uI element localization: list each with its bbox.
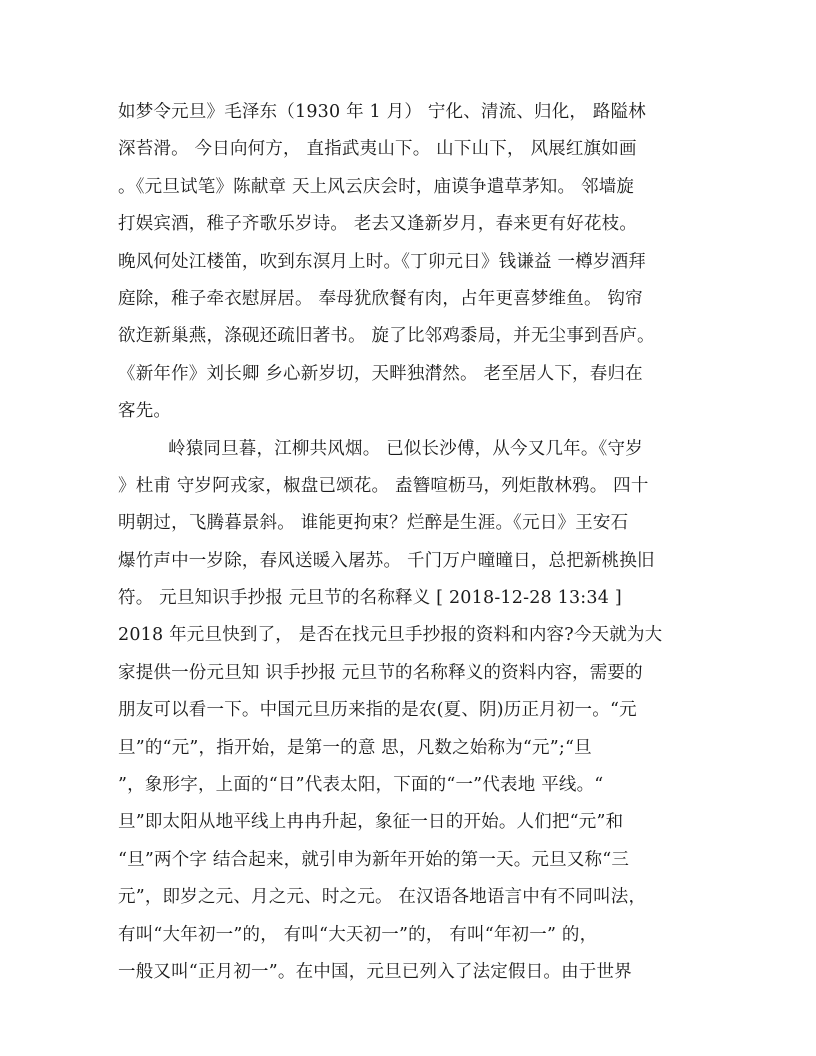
text-line: 。《元旦试笔》陈献章 天上风云庆会时，庙谟争遣草茅知。 邻墙旋: [118, 176, 635, 197]
text-line: 晚风何处江楼笛，吹到东溟月上时。《丁卯元日》钱谦益 一樽岁酒拜: [118, 251, 647, 272]
text-line: 深苔滑。 今日向何方， 直指武夷山下。 山下山下， 风展红旗如画: [118, 139, 637, 160]
text-line: 旦”即太阳从地平线上冉冉升起，象征一日的开始。人们把“元”和: [118, 812, 624, 833]
text-line: 旦”的“元”，指开始，是第一的意 思，凡数之始称为“元”;“旦: [118, 737, 592, 758]
text-line: 明朝过，飞腾暮景斜。 谁能更拘束？烂醉是生涯。《元日》王安石: [118, 513, 629, 534]
text-line: 》杜甫 守岁阿戎家，椒盘已颂花。 盍簪喧枥马，列炬散林鸦。 四十: [118, 475, 649, 496]
text-line: 一般又叫“正月初一”。在中国，元旦已列入了法定假日。由于世界: [118, 961, 632, 982]
text-line: 元”，即岁之元、月之元、时之元。 在汉语各地语言中有不同叫法，: [118, 887, 647, 908]
text-line: 庭除，稚子牵衣慰屏居。 奉母犹欣餐有肉，占年更喜梦维鱼。 钩帘: [118, 288, 643, 309]
text-line: 家提供一份元旦知 识手抄报 元旦节的名称释义的资料内容，需要的: [118, 662, 643, 683]
text-line: 欲迮新巢燕，涤砚还疏旧著书。 旋了比邻鸡黍局，并无尘事到吾庐。: [118, 326, 655, 347]
text-line: 《新年作》刘长卿 乡心新岁切，天畔独潸然。 老至居人下，春归在: [118, 363, 643, 384]
text-line: 爆竹声中一岁除，春风送暖入屠苏。 千门万户曈曈日，总把新桃换旧: [118, 550, 655, 571]
text-line: 朋友可以看一下。中国元旦历来指的是农(夏、阴)历正月初一。“元: [118, 700, 637, 721]
body-text: [118, 94, 708, 991]
text-line: 符。 元旦知识手抄报 元旦节的名称释义 [ 2018-12-28 13:34 ]: [118, 588, 622, 609]
text-line: 2018 年元旦快到了， 是否在找元旦手抄报的资料和内容?今天就为大: [118, 625, 663, 646]
text-line: 客先。: [118, 401, 172, 422]
text-line: 有叫“大年初一”的， 有叫“大天初一”的， 有叫“年初一” 的，: [118, 924, 598, 945]
text-line: ”，象形字，上面的“日”代表太阳，下面的“一”代表地 平线。“: [118, 775, 604, 796]
text-line: 打娱宾酒，稚子齐歌乐岁诗。 老去又逢新岁月，春来更有好花枝。: [118, 214, 638, 235]
text-line-indented: 岭猿同旦暮，江柳共风烟。 已似长沙傅，从今又几年。《守岁: [168, 438, 643, 459]
text-line: 如梦令元旦》毛泽东（1930 年 1 月） 宁化、清流、归化， 路隘林: [118, 102, 646, 122]
text-line: “旦”两个字 结合起来，就引申为新年开始的第一天。元旦又称“三: [118, 849, 630, 870]
